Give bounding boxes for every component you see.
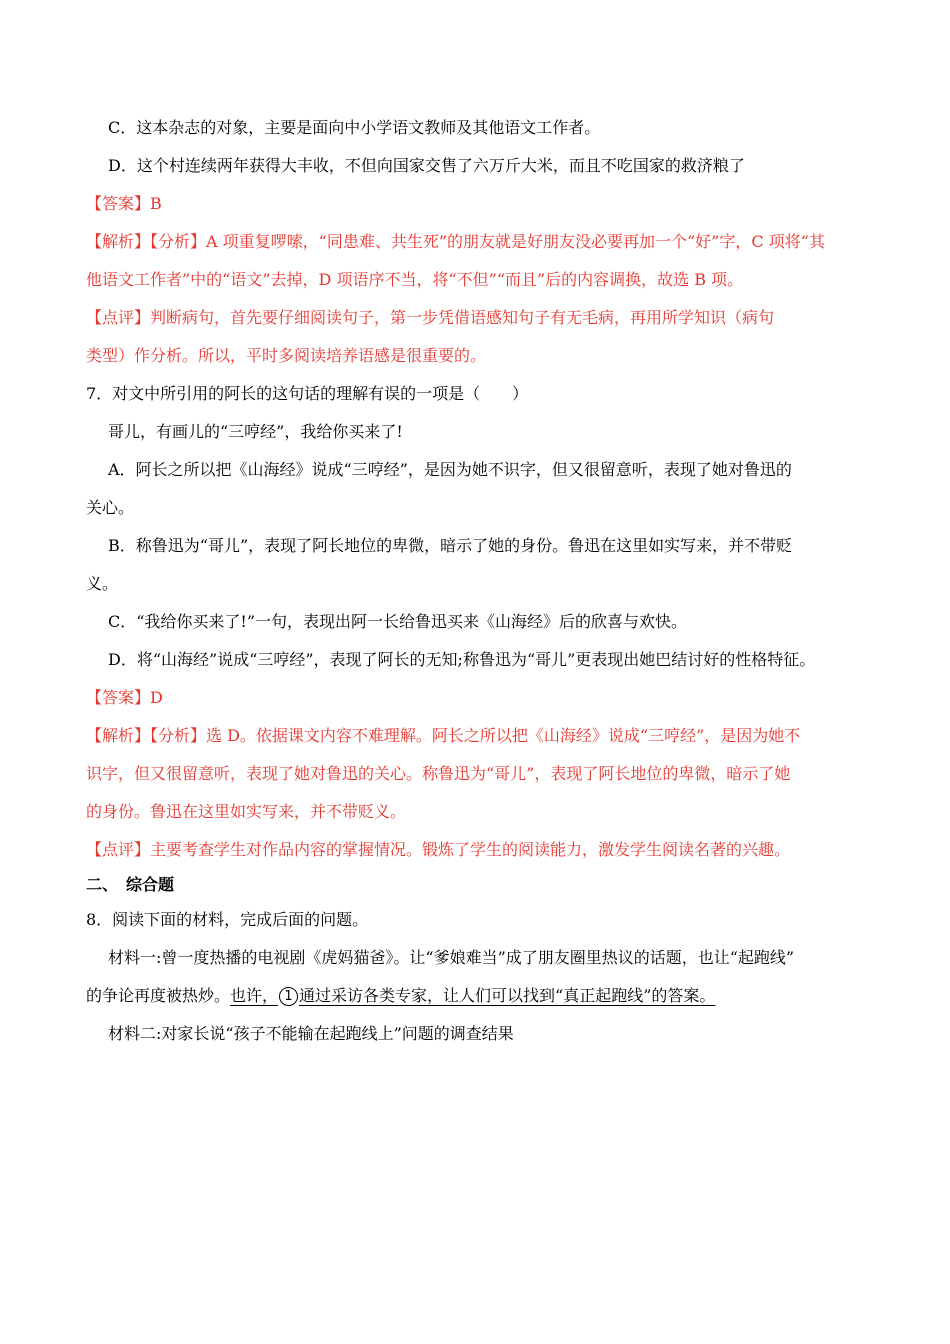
q8-material-1-underlined [230, 986, 715, 1005]
q8-material-2: 材料二:对家长说“孩子不能输在起跑线上”问题的调查结果 [108, 1024, 514, 1043]
q7-stem: 7．对文中所引用的阿长的这句话的理解有误的一项是（ ） [86, 384, 529, 403]
q7-quote: 哥儿，有画儿的“三哼经”，我给你买来了! [108, 422, 403, 441]
q8-material-1-plain: 的争论再度被热炒。 [86, 986, 231, 1005]
q8-material-1-line-2 [86, 986, 870, 1006]
q7-option-a-line-1: A．阿长之所以把《山海经》说成“三哼经”，是因为她不识字，但又很留意听，表现了她对鲁迅的 [108, 460, 792, 479]
circled-number-marker: 1 [279, 987, 298, 1006]
q7-option-d: D．将“山海经”说成“三哼经”，表现了阿长的无知;称鲁迅为“哥儿”更表现出她巴结讨好的性格特征。 [108, 650, 816, 669]
q7-option-b-line-1: B．称鲁迅为“哥儿”，表现了阿长地位的卑微，暗示了她的身份。鲁迅在这里如实写来，并不带贬 [108, 536, 793, 555]
q8-underlined-part-1: 也许， [230, 986, 279, 1005]
q7-comment: 【点评】主要考查学生对作品内容的掌握情况。锻炼了学生的阅读能力，激发学生阅读名著的兴趣。 [86, 840, 791, 859]
q7-option-b-line-2: 义。 [86, 574, 119, 593]
document-page [86, 118, 870, 1044]
q7-analysis-line-1: 【解析】【分析】选 D。依据课文内容不难理解。阿长之所以把《山海经》说成“三哼经”，是因为她不 [86, 726, 801, 745]
q8-stem: 8．阅读下面的材料，完成后面的问题。 [86, 910, 369, 929]
q6-option-d: D．这个村连续两年获得大丰收，不但向国家交售了六万斤大米，而且不吃国家的救济粮了 [108, 156, 745, 175]
q6-analysis-line-2: 他语文工作者”中的“语文”去掉，D 项语序不当，将“不但”“而且”后的内容调换，故选 B 项。 [86, 270, 744, 289]
q6-option-c: C．这本杂志的对象，主要是面向中小学语文教师及其他语文工作者。 [108, 118, 601, 137]
q6-comment-line-2: 类型）作分析。所以，平时多阅读培养语感是很重要的。 [86, 346, 487, 365]
section-2-heading: 二、 综合题 [86, 875, 175, 894]
q6-analysis-line-1: 【解析】【分析】A 项重复啰嗦，“同患难、共生死”的朋友就是好朋友没必要再加一个“好”字，C 项将“其 [86, 232, 825, 251]
q6-comment-line-1: 【点评】判断病句，首先要仔细阅读句子，第一步凭借语感知句子有无毛病，再用所学知识（病句 [86, 308, 775, 327]
q8-material-1-line-1: 材料一:曾一度热播的电视剧《虎妈猫爸》。让“爹娘难当”成了朋友圈里热议的话题，也让“起跑线” [108, 948, 795, 967]
q8-underlined-part-2: 通过采访各类专家，让人们可以找到“真正起跑线”的答案。 [299, 986, 716, 1005]
q7-analysis-line-2: 识字，但又很留意听，表现了她对鲁迅的关心。称鲁迅为“哥儿”，表现了阿长地位的卑微，暗示了她 [86, 764, 791, 783]
q6-answer: 【答案】B [86, 194, 162, 213]
q7-answer: 【答案】D [86, 688, 163, 707]
q7-analysis-line-3: 的身份。鲁迅在这里如实写来，并不带贬义。 [86, 802, 407, 821]
q7-option-a-line-2: 关心。 [86, 498, 135, 517]
q7-option-c: C．“我给你买来了!”一句，表现出阿一长给鲁迅买来《山海经》后的欣喜与欢快。 [108, 612, 688, 631]
